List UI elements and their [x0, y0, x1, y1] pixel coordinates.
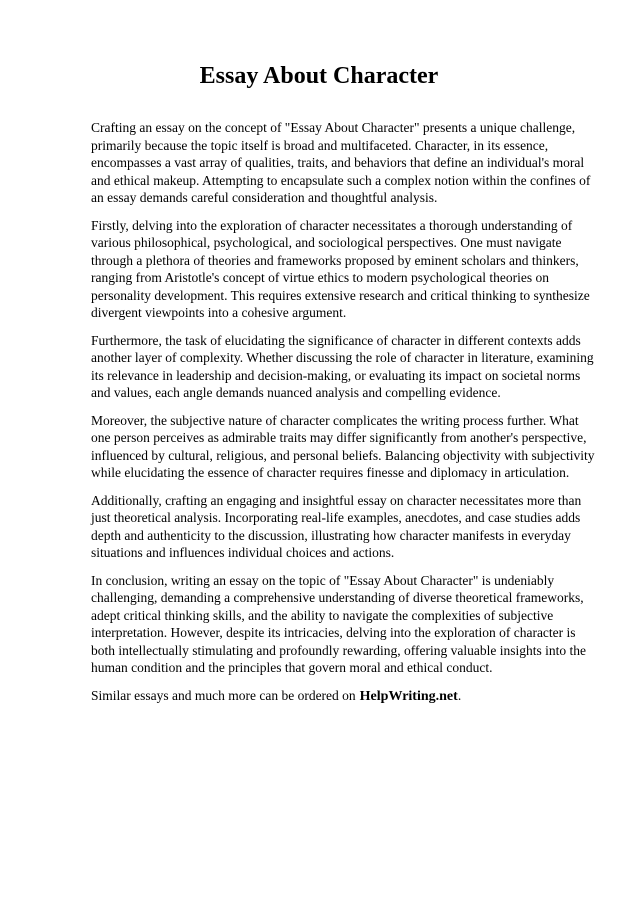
paragraph-3: Furthermore, the task of elucidating the significance of character in different contexts adds another layer of complexity. Whether discussing the role of character in literature, examining its relevance in leadership and decision-making, or evaluating its impact on societal norms and values, each angle demands nuanced analysis and compelling evidence. [91, 332, 594, 400]
paragraph-4: Moreover, the subjective nature of character complicates the writing process further. What one person perceives as admirable traits may differ significantly from another's perspective, influenced by cultural, religious, and personal beliefs. Balancing objectivity with subjectivity while elucidating the essence of character requires finesse and diplomacy in articulation. [91, 412, 595, 480]
helpwriting-link[interactable]: HelpWriting.net [359, 688, 458, 704]
paragraph-6: In conclusion, writing an essay on the topic of "Essay About Character" is undeniably challenging, demanding a comprehensive understanding of diverse theoretical frameworks, adept critical thinking skills, and the ability to navigate the complexities of subjective interpretation. However, despite its intricacies, delving into the exploration of character is both intellectually stimulating and profoundly rewarding, offering valuable insights into the human condition and the principles that govern moral and ethical conduct. [91, 572, 587, 675]
footer-promo [91, 687, 601, 706]
paragraph-5: Additionally, crafting an engaging and insightful essay on character necessitates more than just theoretical analysis. Incorporating real-life examples, anecdotes, and case studies adds depth and authenticity to the discussion, illustrating how character manifests in everyday situations and influences individual choices and actions. [91, 492, 582, 560]
essay-body [91, 119, 601, 705]
paragraph-2: Firstly, delving into the exploration of character necessitates a thorough understanding of various philosophical, psychological, and sociological perspectives. One must navigate through a plethora of theories and frameworks proposed by eminent scholars and thinkers, ranging from Aristotle's concept of virtue ethics to modern psychological theories on personality development. This requires extensive research and critical thinking to synthesize divergent viewpoints into a cohesive argument. [91, 217, 590, 320]
paragraph-1: Crafting an essay on the concept of "Essay About Character" presents a unique challenge, primarily because the topic itself is broad and multifaceted. Character, in its essence, encompasses a vast array of qualities, traits, and behaviors that define an individual's moral and ethical makeup. Attempting to encapsulate such a complex notion within the confines of an essay demands careful consideration and thoughtful analysis. [91, 120, 591, 205]
essay-title: Essay About Character [199, 63, 439, 89]
footer-prefix: Similar essays and much more can be ordered on [91, 687, 356, 703]
footer-suffix: . [457, 687, 462, 703]
